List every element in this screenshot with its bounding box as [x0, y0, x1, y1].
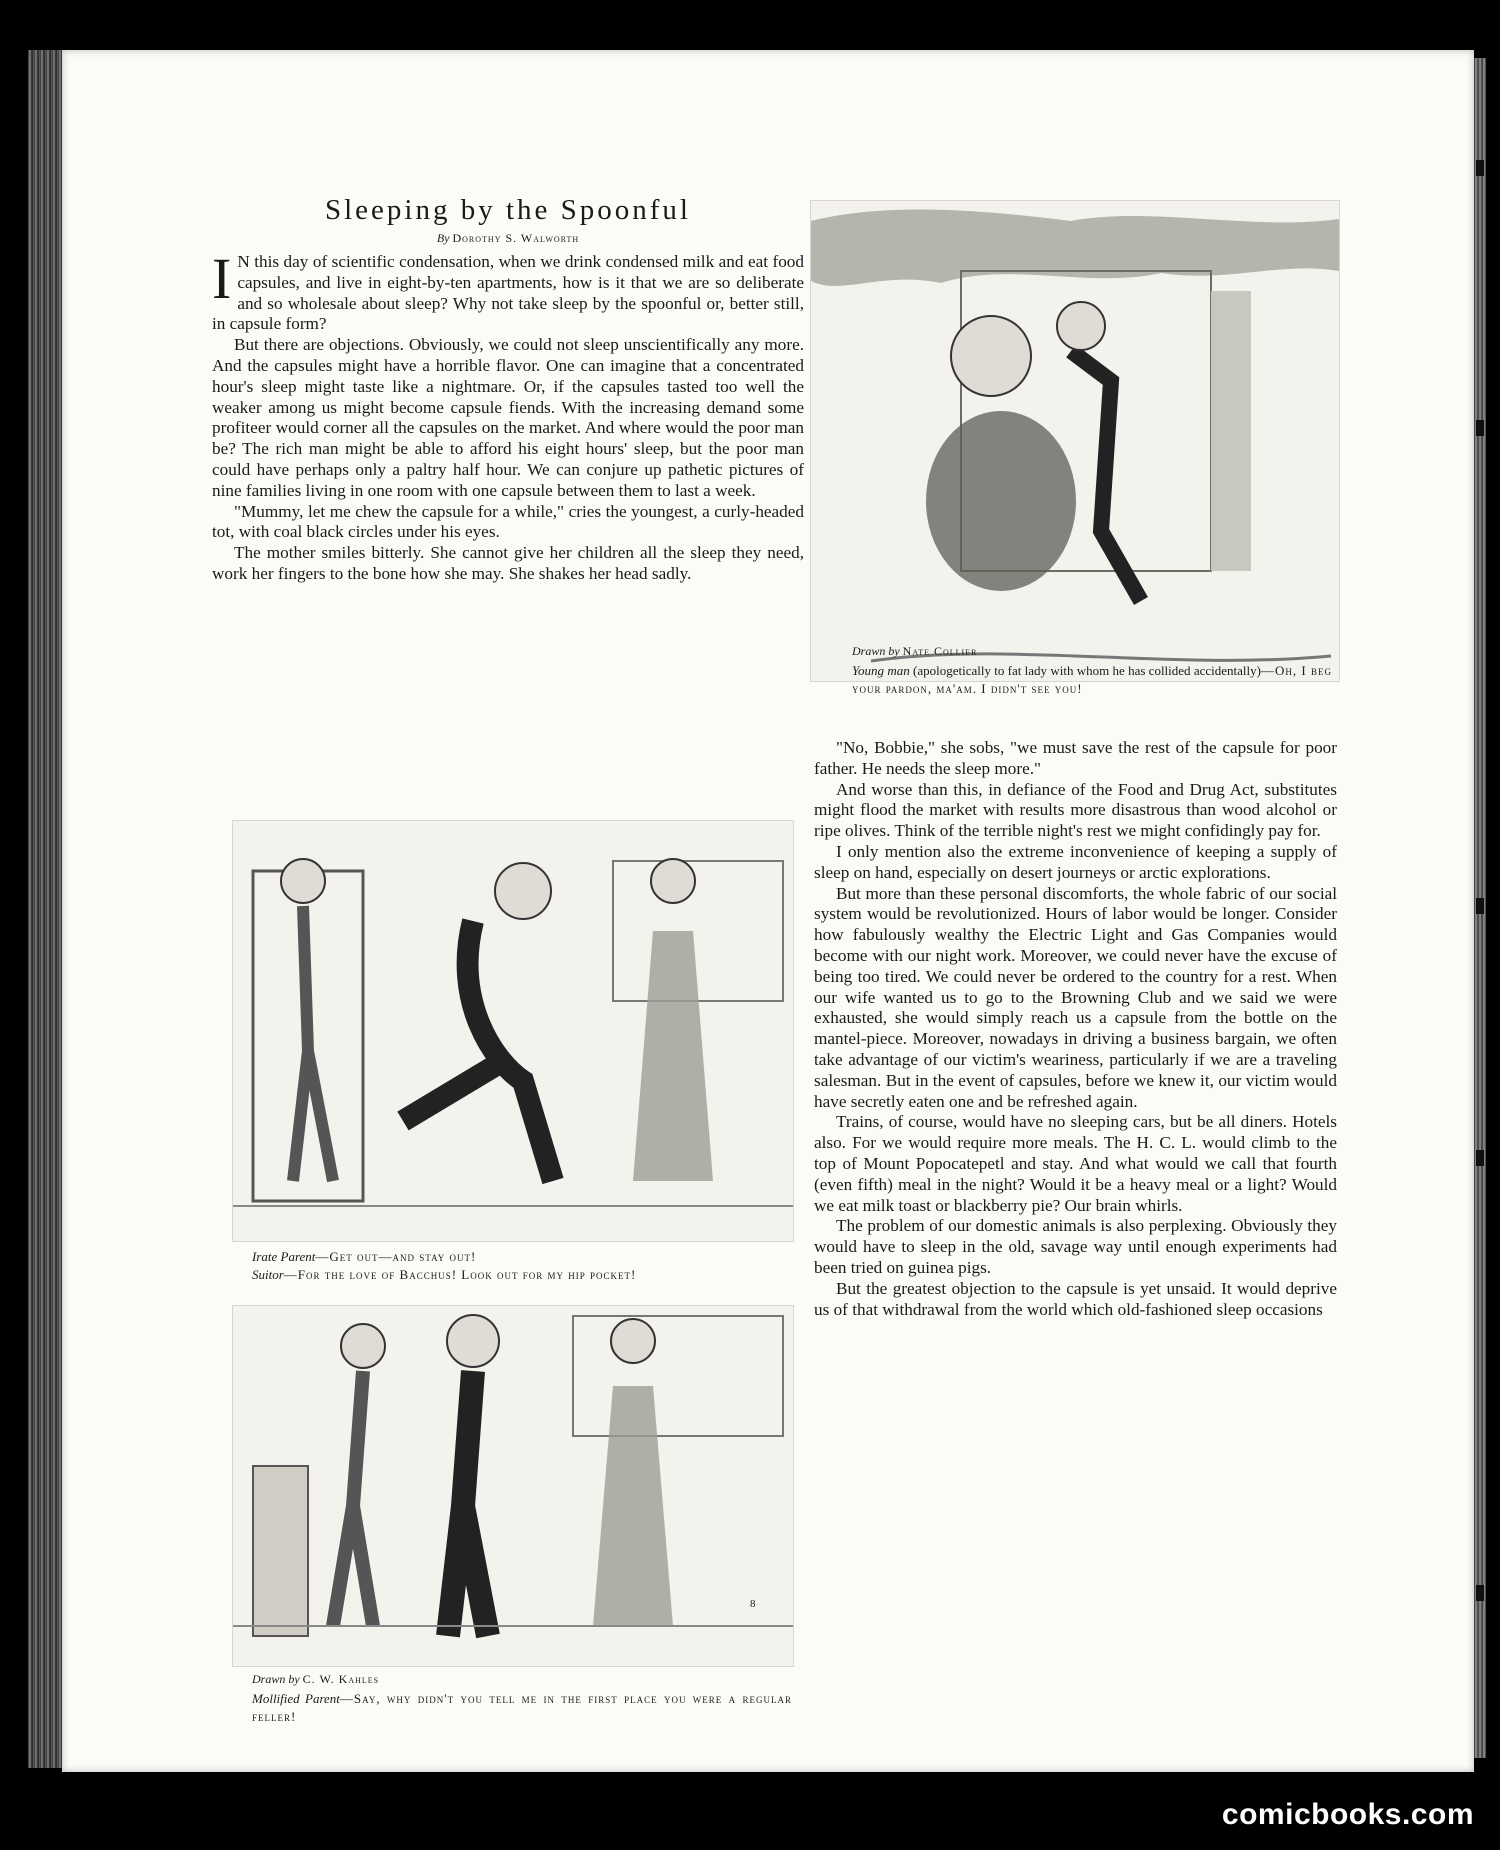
edge-tab: [1476, 160, 1484, 176]
caption-line: —Say, why didn't you tell me in the first place you were a regular feller!: [252, 1691, 792, 1724]
book-spine: [28, 50, 66, 1768]
illustration-caption: [252, 1248, 792, 1284]
article-title: Sleeping by the Spoonful: [324, 194, 691, 226]
byline: [212, 231, 804, 246]
credit-prefix: Drawn by: [852, 644, 900, 658]
edge-tab: [1476, 898, 1484, 914]
paragraph: "No, Bobbie," she sobs, "we must save the rest of the capsule for poor father. He needs the sleep more.": [814, 738, 1337, 778]
illustration-mollified-parent: [232, 1305, 794, 1667]
paragraph: The mother smiles bitterly. She cannot give her children all the sleep they need, work her fingers to the bone how she may. She shakes her head sadly.: [212, 543, 804, 583]
magazine-page: [62, 50, 1474, 1772]
caption-direction: (apologetically to fat lady with whom he has collided accidentally): [913, 663, 1261, 678]
credit-prefix: Drawn by: [252, 1672, 300, 1686]
caption-speaker: Young man: [852, 663, 910, 678]
caption-row: [252, 1266, 792, 1284]
caption-line: —Get out—and stay out!: [315, 1249, 477, 1264]
author-name: Dorothy S. Walworth: [452, 231, 580, 245]
drop-cap: I: [212, 246, 232, 311]
paragraph: I only mention also the extreme inconvenience of keeping a supply of sleep on hand, especially on desert journeys or arctic explorations.: [814, 841, 1337, 882]
edge-tab: [1476, 1150, 1484, 1166]
artist-name: Nate Collier: [902, 644, 978, 658]
paragraph: And worse than this, in defiance of the Food and Drug Act, substitutes might flood the market with results more disastrous than wood alcohol or ripe olives. Think of the terrible night's rest we might confidingly pay for.: [814, 779, 1337, 841]
artist-name: C. W. Kahles: [302, 1672, 380, 1686]
article-body-left: [212, 246, 804, 585]
article-body-right: [814, 738, 1337, 1320]
paragraph: The problem of our domestic animals is also perplexing. Obviously they would have to sleep in the old, savage way until enough experiments had been tried on guinea pigs.: [814, 1216, 1337, 1277]
edge-tab: [1476, 420, 1484, 436]
right-text-column: [814, 738, 1337, 1320]
paragraph: Trains, of course, would have no sleeping cars, but be all diners. Hotels also. For we would require more meals. The H. C. L. would climb to the top of Mount Popocatepetl and stay. And what would we call that fourth (even fifth) meal in the night? Would it be a heavy meal or a light? Would we eat milk toast or blackberry pie? Our brain whirls.: [814, 1112, 1337, 1215]
paragraph: "Mummy, let me chew the capsule for a while," cries the youngest, a curly-headed tot, with coal black circles under his eyes.: [212, 501, 804, 542]
caption-speaker: Mollified Parent: [252, 1691, 340, 1706]
illustration-drawing: [233, 1306, 793, 1666]
page-number: 8: [750, 1598, 756, 1610]
paragraph-text: N this day of scientific condensation, when we drink condensed milk and eat food capsules, and live in eight-by-ten apartments, how is it that we are so deliberate and so wholesale about sleep? Why not take sleep by the spoonful or, better still, in capsule form?: [212, 252, 804, 334]
illustration-drawing: [233, 821, 793, 1241]
illustration-credit: [852, 644, 977, 659]
caption-speaker: Irate Parent: [252, 1249, 316, 1264]
illustration-collision: [810, 200, 1340, 682]
caption-line: —For the love of Bacchus! Look out for my hip pocket!: [283, 1267, 637, 1282]
caption-row: [252, 1248, 792, 1266]
left-text-column: [212, 138, 804, 585]
illustration-drawing: [811, 201, 1339, 681]
edge-tab: [1476, 1585, 1484, 1601]
illustration-irate-parent: [232, 820, 794, 1242]
illustration-caption: [852, 662, 1332, 698]
site-watermark: comicbooks.com: [1221, 1798, 1474, 1831]
caption-speaker: Suitor: [252, 1267, 284, 1282]
caption-line: —Oh, I beg your pardon, ma'am. I didn't see you!: [852, 663, 1333, 696]
byline-prefix: By: [436, 231, 450, 245]
paragraph: But more than these personal discomforts, the whole fabric of our social system would be revolutionized. Hours of labor would be longer. Consider how fabulously wealthy the Electric Light and Gas Companies would become with our night work. Moreover, we could never have the excuse of being too tired. We could never be ordered to the country for a rest. When our wife wanted us to go to the Browning Club and we said we were exhausted, she would simply reach us a capsule from the bottle on the mantel-piece. Moreover, nowadays in driving a business bargain, we often take advantage of our victim's weariness, particularly if we are a traveling salesman. But in the event of capsules, before we knew it, our victim would have secretly eaten one and be refreshed again.: [814, 883, 1337, 1111]
paragraph: [212, 246, 804, 335]
illustration-caption: [252, 1690, 792, 1726]
paragraph: But there are objections. Obviously, we could not sleep unscientifically any more. And the capsules might have a horrible flavor. One can imagine that a concentrated hour's sleep might taste like a nightmare. Or, if the capsules tasted too well the weaker among us might become capsule fiends. With the increasing demand some profiteer would corner all the capsules on the market. And where would the poor man be? The rich man might be able to afford his eight hours' sleep, but the poor man could have perhaps only a paltry half hour. We can conjure up pathetic pictures of nine families living in one room with one capsule between them to last a week.: [212, 335, 804, 500]
paragraph: But the greatest objection to the capsule is yet unsaid. It would deprive us of that withdrawal from the world which old-fashioned sleep occasions: [814, 1278, 1337, 1319]
illustration-credit: [252, 1672, 379, 1687]
